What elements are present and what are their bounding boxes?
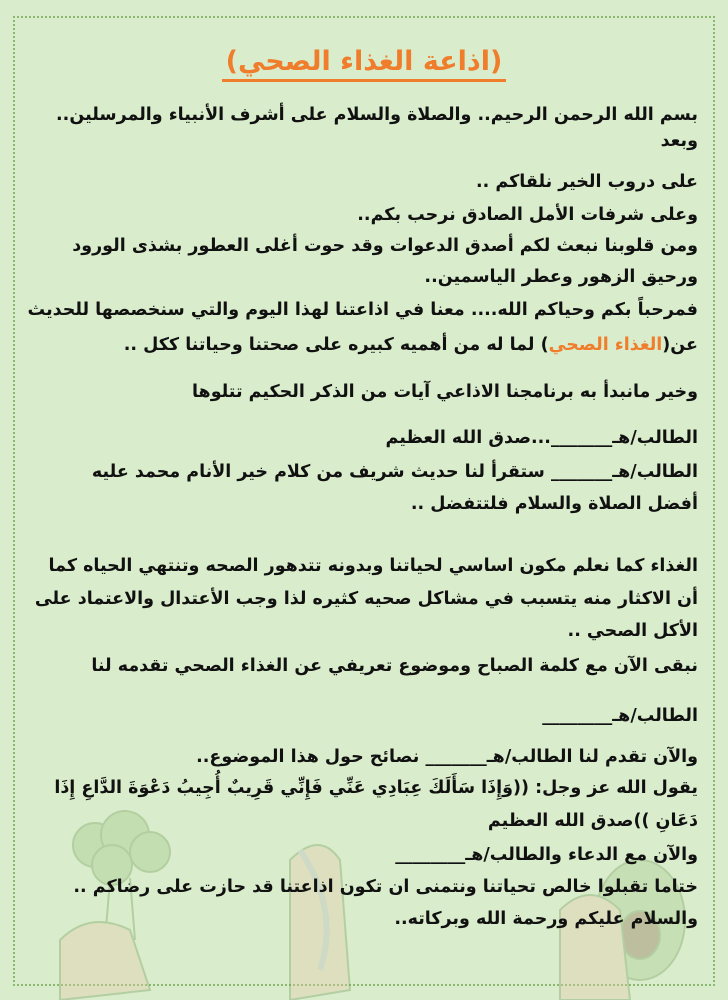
text-line: والسلام عليكم ورحمة الله وبركاته.. [394, 909, 698, 929]
text-line: الطالب/هـ________ [542, 706, 698, 726]
text-line: وعلى شرفات الأمل الصادق نرحب بكم.. [357, 205, 698, 225]
text-line: أن الاكثار منه يتسبب في مشاكل صحيه كثيره لذا وجب الأعتدال والاعتماد على [34, 589, 698, 609]
text-line: بسم الله الرحمن الرحيم.. والصلاة والسلام على أشرف الأنبياء والمرسلين.. [56, 105, 698, 125]
text-line: فمرحباً بكم وحياكم الله.... معنا في اذاعتنا لهذا اليوم والتي سنخصصها للحديث [27, 300, 698, 320]
page-title: (اذاعة الغذاء الصحي) [0, 46, 728, 77]
text-line: دَعَانِ ))صدق الله العظيم [487, 811, 698, 831]
text-line: يقول الله عز وجل: ((وَإِذَا سَأَلَكَ عِبَادِي عَنِّي فَإِنِّي قَرِيبٌ أُجِيبُ دَعْوَةَ الدَّاعِ إِذَا [54, 778, 698, 798]
text-line: الغذاء كما نعلم مكون اساسي لحياتنا وبدونه تتدهور الصحه وتنتهي الحياه كما [48, 556, 698, 576]
text-line: الطالب/هـ_______ ستقرأ لنا حديث شريف من كلام خير الأنام محمد عليه [91, 462, 698, 482]
text-line: عن(الغذاء الصحي) لما له من أهميه كبيره على صحتنا وحياتنا ككل .. [123, 335, 698, 355]
text-line: والآن تقدم لنا الطالب/هـ_______ نصائح حول هذا الموضوع.. [196, 747, 698, 767]
text-line: وخير مانبدأ به برنامجنا الاذاعي آيات من الذكر الحكيم تتلوها [191, 382, 698, 402]
text-line: الأكل الصحي .. [567, 621, 698, 641]
text-line: وبعد [660, 131, 698, 151]
text-line: على دروب الخير نلقاكم .. [476, 172, 698, 192]
highlight-healthy-food: الغذاء الصحي [548, 335, 663, 355]
text-line: نبقى الآن مع كلمة الصباح وموضوع تعريفي عن الغذاء الصحي تقدمه لنا [91, 656, 698, 676]
text-line: ختاما تقبلوا خالص تحياتنا ونتمنى ان تكون اذاعتنا قد حازت على رضاكم .. [73, 877, 698, 897]
text-line: الطالب/هـ_______...صدق الله العظيم [385, 428, 698, 448]
text-line: أفضل الصلاة والسلام فلتتفضل .. [410, 494, 698, 514]
text-line: ورحيق الزهور وعطر الياسمين.. [424, 267, 698, 287]
text-line: والآن مع الدعاء والطالب/هـ________ [395, 845, 698, 865]
text-line: ومن قلوبنا نبعث لكم أصدق الدعوات وقد حوت أغلى العطور بشذى الورود [72, 236, 698, 256]
